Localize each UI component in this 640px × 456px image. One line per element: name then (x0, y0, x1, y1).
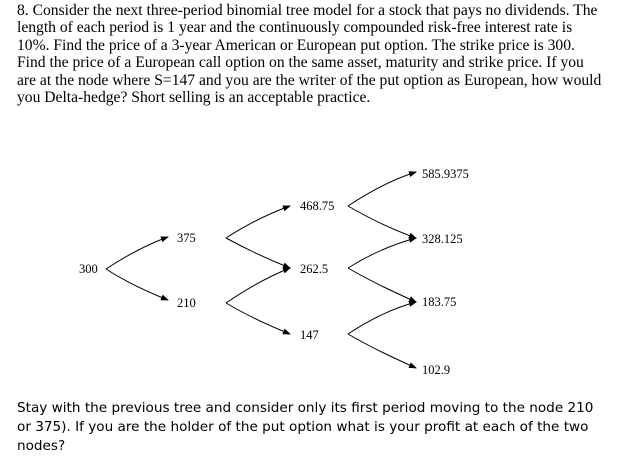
node-ud-label: 262.5 (300, 262, 329, 276)
edge-uu-to-uud (348, 206, 416, 238)
node-uuu-label: 585.9375 (422, 167, 469, 181)
edge-down-to-ud (226, 268, 290, 303)
followup-line-3: nodes? (17, 438, 66, 454)
node-up-label: 375 (177, 231, 196, 245)
problem-line-2: length of each period is 1 year and the continuously compounded risk-free interest rate is (17, 19, 573, 37)
node-ddd-label: 102.9 (422, 363, 451, 377)
followup-line-2: or 375). If you are the holder of the put option what is your profit at each of the two (17, 419, 589, 435)
edge-s0-to-up (106, 237, 168, 269)
node-s0-label: 300 (79, 262, 98, 276)
edge-down-to-dd (226, 303, 290, 334)
followup-line-1: Stay with the previous tree and consider only its first period moving to the node 210 (17, 400, 594, 416)
node-uu-label: 468.75 (300, 199, 335, 213)
edge-dd-to-ddd (348, 334, 416, 368)
problem-line-3: 10%. Find the price of a 3-year American or European put option. The strike price is 300. (17, 36, 575, 54)
edge-ud-to-udd (348, 268, 416, 302)
problem-line-1: 8. Consider the next three-period binomial tree model for a stock that pays no dividends. The (17, 2, 598, 19)
followup-question (17, 399, 629, 456)
node-uud-label: 328.125 (422, 232, 463, 246)
node-down-label: 210 (177, 296, 196, 310)
edge-dd-to-udd (348, 302, 416, 334)
node-udd-label: 183.75 (422, 295, 457, 309)
edge-up-to-ud (226, 238, 290, 268)
problem-line-6: you Delta-hedge? Short selling is an acceptable practice. (17, 89, 371, 107)
edge-up-to-uu (226, 206, 290, 238)
problem-line-4: Find the price of a European call option on the same asset, maturity and strike price. If you (17, 54, 584, 72)
edge-uu-to-uuu (348, 172, 416, 206)
edge-s0-to-down (106, 269, 168, 300)
edge-ud-to-uud (348, 238, 416, 268)
problem-line-5: are at the node where S=147 and you are the writer of the put option as European, how would (17, 71, 602, 89)
node-dd-label: 147 (300, 328, 319, 342)
